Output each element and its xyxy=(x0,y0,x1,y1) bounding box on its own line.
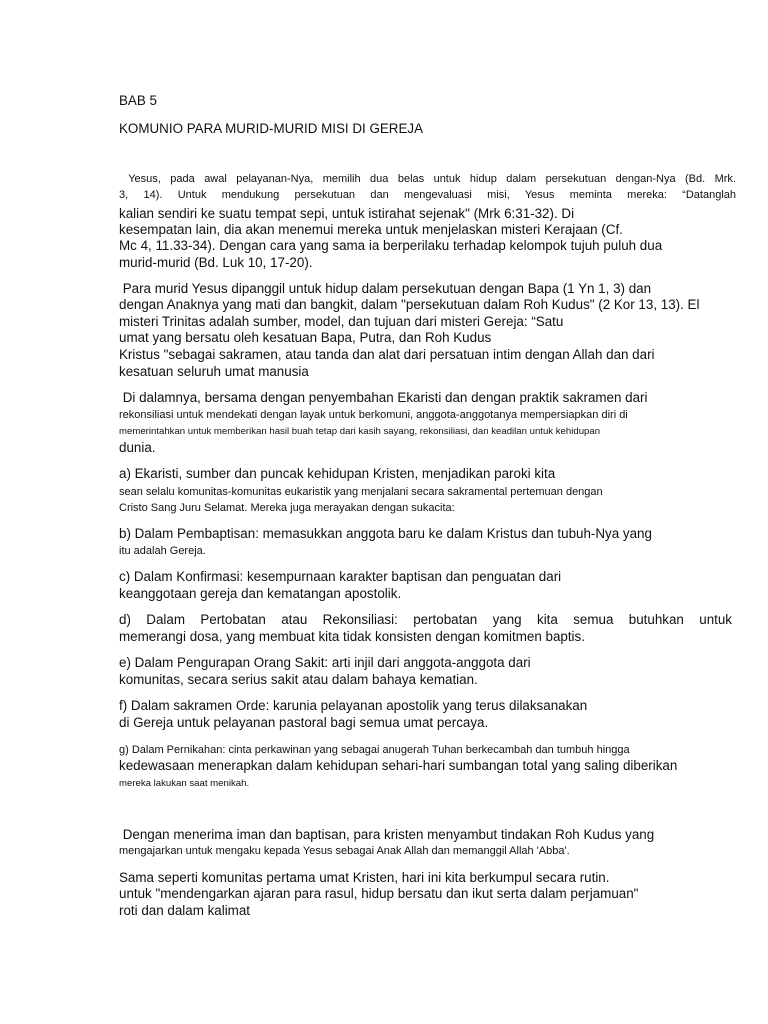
text-line: Cristo Sang Juru Selamat. Mereka juga merayakan dengan sukacita: xyxy=(119,502,455,514)
text-line: Para murid Yesus dipanggil untuk hidup dalam persekutuan dengan Bapa (1 Yn 1, 3) dan xyxy=(119,281,652,296)
list-item-f: f) Dalam sakramen Orde: karunia pelayanan apostolik yang terus dilaksanakan xyxy=(119,698,588,713)
text-line: Dengan menerima iman dan baptisan, para kristen menyambut tindakan Roh Kudus yang xyxy=(119,827,655,842)
text-line: di Gereja untuk pelayanan pastoral bagi semua umat percaya. xyxy=(119,715,489,730)
list-item-g: g) Dalam Pernikahan: cinta perkawinan yang sebagai anugerah Tuhan berkecambah dan tumbuh hingga xyxy=(119,744,630,756)
text-line: mereka lakukan saat menikah. xyxy=(119,778,250,789)
text-line: Yesus, pada awal pelayanan-Nya, memilih dua belas untuk hidup dalam persekutuan dengan-Nya (Bd. Mrk. xyxy=(119,173,736,185)
text-line: memerintahkan untuk memberikan hasil buah tetap dari kasih sayang, rekonsiliasi, dan keadilan untuk kehidupan xyxy=(119,426,601,437)
text-line: umat yang bersatu oleh kesatuan Bapa, Putra, dan Roh Kudus xyxy=(119,330,492,345)
text-line: Sama seperti komunitas pertama umat Kristen, hari ini kita berkumpul secara rutin. xyxy=(119,870,610,885)
text-line: keanggotaan gereja dan kematangan apostolik. xyxy=(119,586,402,601)
list-item-e: e) Dalam Pengurapan Orang Sakit: arti injil dari anggota-anggota dari xyxy=(119,655,531,670)
text-line: kesempatan lain, dia akan menemui mereka untuk menjelaskan misteri Kerajaan (Cf. xyxy=(119,222,623,237)
list-item-c: c) Dalam Konfirmasi: kesempurnaan karakter baptisan dan penguatan dari xyxy=(119,569,562,584)
text-line: mengajarkan untuk mengaku kepada Yesus sebagai Anak Allah dan memanggil Allah 'Abba'. xyxy=(119,845,570,857)
text-line: sean selalu komunitas-komunitas eukaristik yang menjalani secara sakramental pertemuan dengan xyxy=(119,486,603,498)
list-item-a: a) Ekaristi, sumber dan puncak kehidupan Kristen, menjadikan paroki kita xyxy=(119,466,556,481)
text-line: dunia. xyxy=(119,440,156,455)
text-line: komunitas, secara serius sakit atau dalam bahaya kematian. xyxy=(119,672,478,687)
text-line: kesatuan seluruh umat manusia xyxy=(119,364,309,379)
text-line: Mc 4, 11.33-34). Dengan cara yang sama ia berperilaku terhadap kelompok tujuh puluh dua xyxy=(119,238,663,253)
text-line: itu adalah Gereja. xyxy=(119,545,206,557)
text-line: kedewasaan menerapkan dalam kehidupan sehari-hari sumbangan total yang saling diberikan xyxy=(119,758,678,773)
list-item-d: d) Dalam Pertobatan atau Rekonsiliasi: pertobatan yang kita semua butuhkan untuk xyxy=(119,612,732,627)
text-line: kalian sendiri ke suatu tempat sepi, untuk istirahat sejenak" (Mrk 6:31-32). Di xyxy=(119,206,575,221)
text-line: dengan Anaknya yang mati dan bangkit, dalam "persekutuan dalam Roh Kudus" (2 Kor 13, 13). El xyxy=(119,297,700,312)
text-line: Di dalamnya, bersama dengan penyembahan Ekaristi dan dengan praktik sakramen dari xyxy=(119,390,648,405)
text-line: rekonsiliasi untuk mendekati dengan layak untuk berkomuni, anggota-anggotanya mempersiapkan diri di xyxy=(119,409,628,421)
text-line: memerangi dosa, yang membuat kita tidak konsisten dengan komitmen baptis. xyxy=(119,629,585,644)
text-line: Kristus "sebagai sakramen, atau tanda dan alat dari persatuan intim dengan Allah dan dari xyxy=(119,347,655,362)
text-line: 3, 14). Untuk mendukung persekutuan dan mengevaluasi misi, Yesus meminta mereka: “Datanglah xyxy=(119,189,736,201)
document-title: KOMUNIO PARA MURID-MURID MISI DI GEREJA xyxy=(119,121,424,136)
text-line: murid-murid (Bd. Luk 10, 17-20). xyxy=(119,255,313,270)
text-line: misteri Trinitas adalah sumber, model, dan tujuan dari misteri Gereja: “Satu xyxy=(119,314,564,329)
list-item-b: b) Dalam Pembaptisan: memasukkan anggota baru ke dalam Kristus dan tubuh-Nya yang xyxy=(119,526,652,541)
text-line: roti dan dalam kalimat xyxy=(119,903,250,918)
text-line: untuk "mendengarkan ajaran para rasul, hidup bersatu dan ikut serta dalam perjamuan" xyxy=(119,886,639,901)
chapter-label: BAB 5 xyxy=(119,93,157,108)
